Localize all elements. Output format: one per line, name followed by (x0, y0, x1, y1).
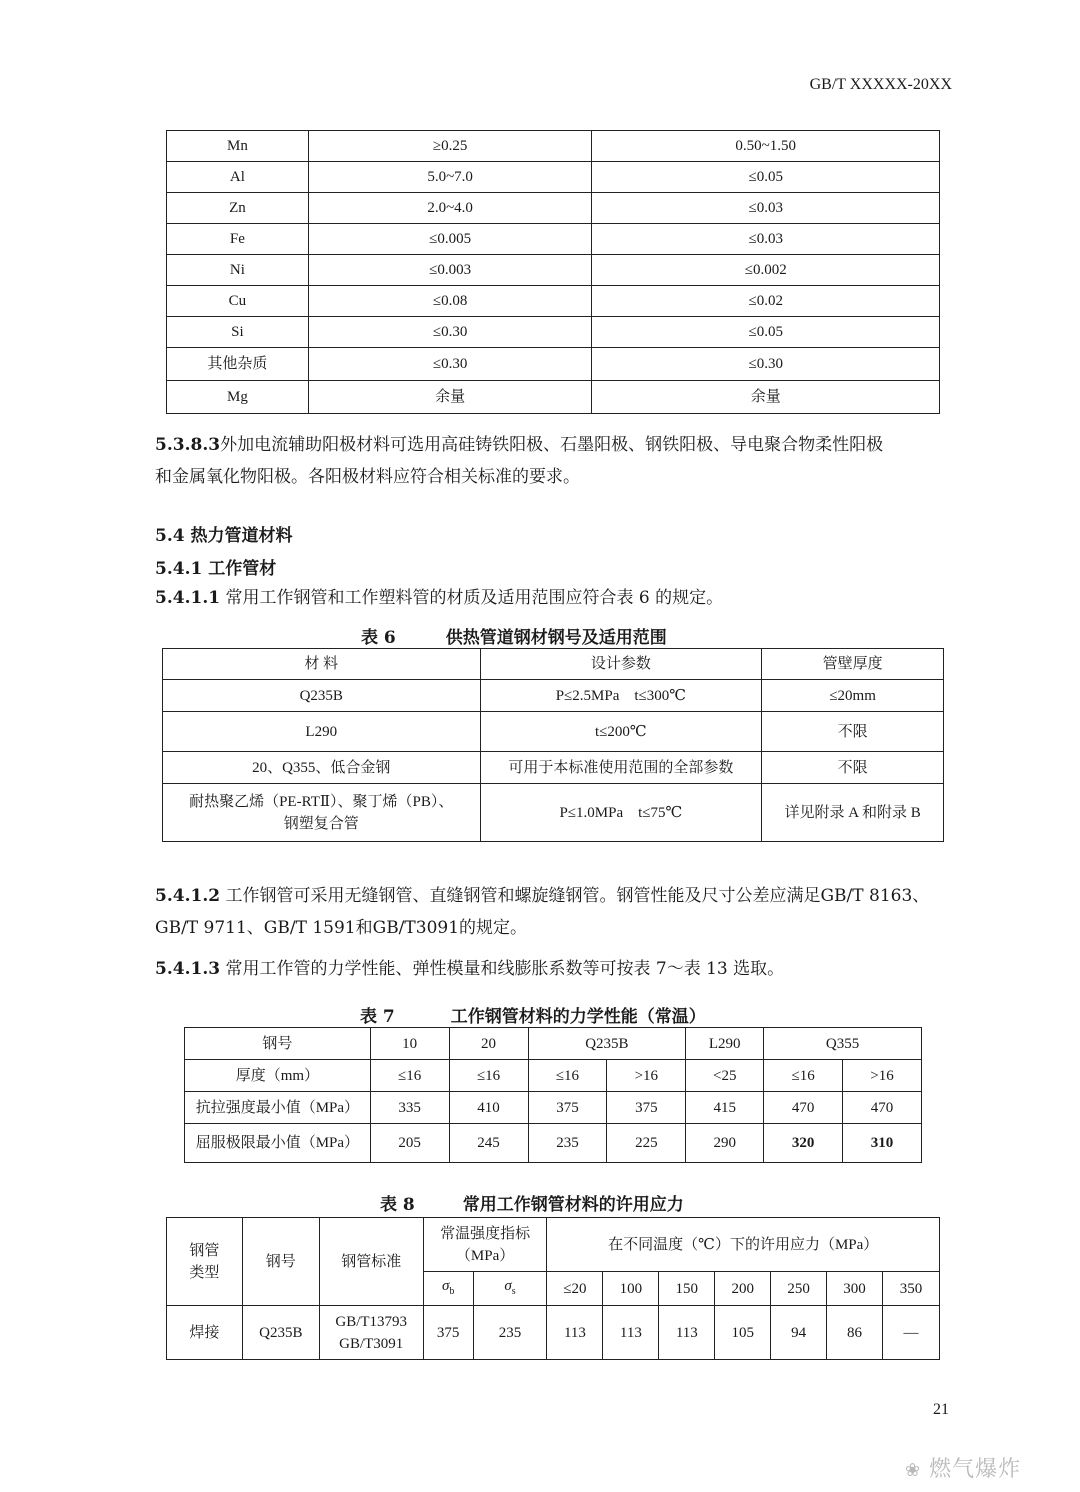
table-cell: 钢号 (185, 1028, 371, 1060)
composition-table (166, 130, 940, 414)
table-cell: 10 (370, 1028, 449, 1060)
paragraph-5413: 5.4.1.3 常用工作管的力学性能、弹性模量和线膨胀系数等可按表 7～表 13 选取。 (155, 959, 785, 979)
table-cell: ≤0.05 (592, 317, 940, 348)
table-cell: ≤0.30 (308, 348, 592, 381)
table-cell: P≤2.5MPa t≤300℃ (480, 680, 762, 712)
table-cell: 113 (659, 1306, 715, 1360)
section-heading-5-4: 5.4 热力管道材料 (155, 526, 293, 546)
table-cell: 不限 (762, 752, 944, 784)
table7-caption: 表 7 工作钢管材料的力学性能（常温） (360, 1007, 706, 1027)
wechat-icon: ❀ (905, 1460, 922, 1481)
temperature-header: 200 (715, 1272, 771, 1306)
table6-caption: 表 6 供热管道钢材钢号及适用范围 (361, 628, 667, 648)
temperature-header: ≤20 (547, 1272, 603, 1306)
table-cell: 375 (607, 1092, 686, 1124)
table-cell: 2.0~4.0 (308, 193, 592, 224)
table8-caption: 表 8 常用工作钢管材料的许用应力 (380, 1195, 684, 1215)
table-cell: ≤0.30 (592, 348, 940, 381)
table-cell: 320 (764, 1124, 843, 1163)
table-cell: 290 (686, 1124, 764, 1163)
table-cell: 375 (528, 1092, 607, 1124)
table-cell: 235 (473, 1306, 547, 1360)
table-cell: Mn (167, 131, 309, 162)
table-cell: Cu (167, 286, 309, 317)
table-7 (184, 1027, 922, 1163)
clause-number: 5.3.8.3 (155, 435, 221, 455)
table-cell: Q235B (528, 1028, 686, 1060)
table-cell: 94 (771, 1306, 827, 1360)
table-cell: 5.0~7.0 (308, 162, 592, 193)
watermark: ❀ 燃气爆炸 (905, 1457, 1022, 1482)
table-cell: 20 (449, 1028, 528, 1060)
table-cell: ≥0.25 (308, 131, 592, 162)
table-cell: L290 (686, 1028, 764, 1060)
header-cell: 管壁厚度 (762, 649, 944, 680)
table-cell: ≤16 (528, 1060, 607, 1092)
table-cell: ≤0.003 (308, 255, 592, 286)
paragraph-5412: 5.4.1.2 工作钢管可采用无缝钢管、直缝钢管和螺旋缝钢管。钢管性能及尺寸公差应满足GB/T 8163、 GB/T 9711、GB/T 1591和GB/T3091的规定。 (155, 886, 930, 938)
table-cell: 可用于本标准使用范围的全部参数 (480, 752, 762, 784)
table-cell: >16 (607, 1060, 686, 1092)
table-cell: 335 (370, 1092, 449, 1124)
table-cell: 焊接 (167, 1306, 243, 1360)
table-8 (166, 1217, 940, 1360)
header-cell: 设计参数 (480, 649, 762, 680)
header-cell: 常温强度指标 （MPa） (423, 1218, 547, 1272)
table-cell: <25 (686, 1060, 764, 1092)
table-row (167, 348, 940, 381)
table-row (167, 224, 940, 255)
table-cell: 235 (528, 1124, 607, 1163)
table-cell: — (883, 1306, 940, 1360)
table-cell: Q235B (242, 1306, 319, 1360)
paragraph-5411: 5.4.1.1 常用工作钢管和工作塑料管的材质及适用范围应符合表 6 的规定。 (155, 588, 724, 608)
table-cell: 其他杂质 (167, 348, 309, 381)
header-cell: 材 料 (163, 649, 481, 680)
table-cell: t≤200℃ (480, 712, 762, 752)
document-code: GB/T XXXXX-20XX (809, 76, 952, 93)
table-cell: 310 (843, 1124, 922, 1163)
table-cell: 245 (449, 1124, 528, 1163)
table-cell: 410 (449, 1092, 528, 1124)
table-row (167, 255, 940, 286)
table-cell: P≤1.0MPa t≤75℃ (480, 784, 762, 842)
sigma-b-header: $\sigma_b$ (423, 1272, 473, 1306)
table-cell: 225 (607, 1124, 686, 1163)
table-cell: 113 (603, 1306, 659, 1360)
table-cell: 205 (370, 1124, 449, 1163)
page-number: 21 (933, 1401, 949, 1418)
table-cell: Q235B (163, 680, 481, 712)
table-cell: 余量 (592, 381, 940, 414)
table-cell: 不限 (762, 712, 944, 752)
table-cell: Fe (167, 224, 309, 255)
temperature-header: 300 (827, 1272, 883, 1306)
table-cell: ≤16 (764, 1060, 843, 1092)
table-cell: ≤0.002 (592, 255, 940, 286)
table-cell: GB/T13793 GB/T3091 (319, 1306, 423, 1360)
table-row (167, 131, 940, 162)
header-cell: 钢管 类型 (167, 1218, 243, 1306)
table-cell: Si (167, 317, 309, 348)
table-cell: 113 (547, 1306, 603, 1360)
table-cell: >16 (843, 1060, 922, 1092)
table-cell: ≤0.08 (308, 286, 592, 317)
table-cell: ≤20mm (762, 680, 944, 712)
temperature-header: 100 (603, 1272, 659, 1306)
table-cell: 耐热聚乙烯（PE-RTⅡ）、聚丁烯（PB）、 钢塑复合管 (163, 784, 481, 842)
table-cell: L290 (163, 712, 481, 752)
table-cell: 0.50~1.50 (592, 131, 940, 162)
table-cell: 375 (423, 1306, 473, 1360)
table-cell: ≤16 (370, 1060, 449, 1092)
paragraph-5383: 5.3.8.3外加电流辅助阳极材料可选用高硅铸铁阳极、石墨阳极、钢铁阳极、导电聚合物柔性阳极 和金属氧化物阳极。各阳极材料应符合相关标准的要求。 (155, 435, 884, 487)
table-cell: 86 (827, 1306, 883, 1360)
header-cell: 在不同温度（℃）下的许用应力（MPa） (547, 1218, 940, 1272)
table-cell: 厚度（mm） (185, 1060, 371, 1092)
table-cell: Q355 (764, 1028, 922, 1060)
table-row (167, 286, 940, 317)
sigma-s-header: $\sigma_s$ (473, 1272, 547, 1306)
table-cell: 抗拉强度最小值（MPa） (185, 1092, 371, 1124)
table-cell: 415 (686, 1092, 764, 1124)
table-cell: 余量 (308, 381, 592, 414)
temperature-header: 250 (771, 1272, 827, 1306)
table-cell: ≤0.02 (592, 286, 940, 317)
temperature-header: 350 (883, 1272, 940, 1306)
table-cell: 470 (843, 1092, 922, 1124)
table-cell: ≤0.30 (308, 317, 592, 348)
temperature-header: 150 (659, 1272, 715, 1306)
table-cell: Zn (167, 193, 309, 224)
table-cell: 105 (715, 1306, 771, 1360)
table-cell: Al (167, 162, 309, 193)
table-cell: ≤0.005 (308, 224, 592, 255)
section-heading-5-4-1: 5.4.1 工作管材 (155, 559, 277, 579)
table-cell: 20、Q355、低合金钢 (163, 752, 481, 784)
table-cell: ≤0.05 (592, 162, 940, 193)
table-6 (162, 648, 944, 842)
table-row (167, 162, 940, 193)
table-row (167, 381, 940, 414)
table-row (167, 317, 940, 348)
table-cell: ≤16 (449, 1060, 528, 1092)
table-cell: ≤0.03 (592, 224, 940, 255)
table-cell: 470 (764, 1092, 843, 1124)
table-cell: Ni (167, 255, 309, 286)
table-cell: 详见附录 A 和附录 B (762, 784, 944, 842)
header-cell: 钢管标准 (319, 1218, 423, 1306)
table-cell: Mg (167, 381, 309, 414)
table-cell: ≤0.03 (592, 193, 940, 224)
header-cell: 钢号 (242, 1218, 319, 1306)
table-cell: 屈服极限最小值（MPa） (185, 1124, 371, 1163)
table-row (167, 193, 940, 224)
